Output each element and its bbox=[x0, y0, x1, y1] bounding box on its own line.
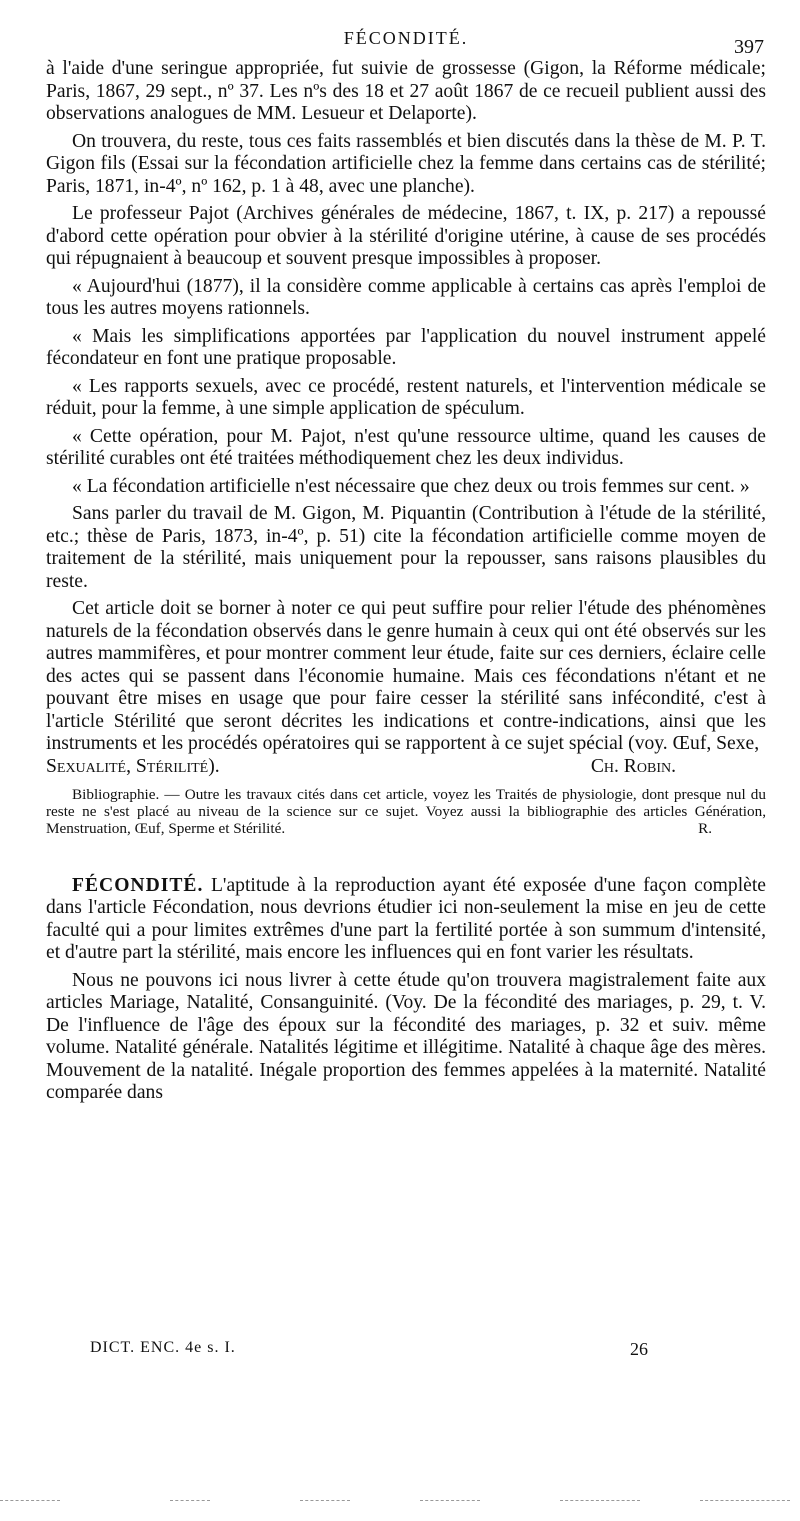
paragraph: Sans parler du travail de M. Gigon, M. Piquantin (Contribution à l'étude de la stérilité, etc.; thèse de Paris, 1873, in-4º, p. 51) cite la fécondation artificielle comme moyen de traitement de la stérilité, mais uniquement pour la repousser, sans raisons plausibles du reste. bbox=[46, 503, 766, 592]
bibliography-text: Bibliographie. — Outre les travaux cités dans cet article, voyez les Traités de physiologie, dont presque nul du reste ne s'est placé au niveau de la science sur ce sujet. Voyez aussi la bibliographie des articles Génération, Menstruation, Œuf, Sperme et Stérilité. bbox=[46, 785, 766, 837]
quote-paragraph: « Les rapports sexuels, avec ce procédé, restent naturels, et l'intervention médicale se réduit, pour la femme, à une simple application de spéculum. bbox=[46, 375, 766, 419]
quote-paragraph: « Cette opération, pour M. Pajot, n'est qu'une ressource ultime, quand les causes de stérilité curables ont été traitées méthodiquement chez les deux individus. bbox=[46, 425, 766, 469]
quote-paragraph: « La fécondation artificielle n'est nécessaire que chez deux ou trois femmes sur cent. » bbox=[72, 475, 750, 497]
bottom-scan-mark bbox=[170, 1500, 210, 1501]
author-signature: Ch. Robin. bbox=[590, 755, 676, 777]
bottom-scan-mark bbox=[560, 1500, 640, 1501]
entry-paragraph bbox=[46, 875, 766, 965]
bottom-scan-mark bbox=[420, 1500, 480, 1501]
gathering-number: 26 bbox=[630, 1339, 648, 1359]
bottom-scan-mark bbox=[700, 1500, 790, 1501]
running-header bbox=[46, 28, 766, 58]
section-gap bbox=[46, 837, 766, 875]
bottom-scan-mark bbox=[0, 1500, 60, 1501]
paragraph: Nous ne pouvons ici nous livrer à cette étude qu'on trouvera magistralement faite aux articles Mariage, Natalité, Consanguinité. (Voy. De la fécondité des mariages, p. 29, t. V. De l'influence de l'âge des époux sur la fécondité des mariages, p. 32 et suiv. même volume. Natalité générale. Natalités légitime et illégitime. Natalité à chaque âge des mères. Mouvement de la natalité. Inégale proportion des femmes appelées à la maternité. Natalité comparée dans bbox=[46, 969, 766, 1103]
paragraph: à l'aide d'une seringue appropriée, fut suivie de grossesse (Gigon, la Réforme médicale; Paris, 1867, 29 sept., nº 37. Les nºs des 18 et 27 août 1867 de ce recueil publient aussi des observations analogues de MM. Lesueur et Delaporte). bbox=[46, 58, 766, 124]
paragraph: Le professeur Pajot (Archives générales de médecine, 1867, t. IX, p. 217) a repoussé d'abord cette opération pour obvier à la stérilité d'origine utérine, à cause de ses procédés qui répugnaient à beaucoup et souvent presque impossibles à proposer. bbox=[46, 203, 766, 269]
page bbox=[46, 28, 766, 1105]
printer-signature-mark: DICT. ENC. 4e s. I. bbox=[90, 1339, 236, 1356]
paragraph: On trouvera, du reste, tous ces faits rassemblés et bien discutés dans la thèse de M. P. T. Gigon fils (Essai sur la fécondation artificielle chez la femme dans certains cas de stérilité; Paris, 1871, in-4º, nº 162, p. 1 à 48, avec une planche). bbox=[46, 130, 766, 197]
entry-text: L'aptitude à la reproduction ayant été exposée d'une façon complète dans l'article Fécondation, nous devrions étudier ici non-seulement la mise en jeu de cette faculté qui a pour limites extrêmes d'une part la fertilité portée à son summum d'intensité, et d'autre part la stérilité, mais encore les influences qui en font varier les résultats. bbox=[46, 874, 766, 963]
quote-paragraph: « Aujourd'hui (1877), il la considère comme applicable à certains cas après l'emploi de tous les autres moyens rationnels. bbox=[46, 275, 766, 319]
running-title: FÉCONDITÉ. bbox=[343, 28, 469, 48]
entry-headword: FÉCONDITÉ. bbox=[72, 874, 204, 896]
page-number: 397 bbox=[734, 36, 764, 58]
bibliography-signature: R. bbox=[698, 819, 712, 837]
bibliography-note bbox=[46, 786, 766, 837]
quote-paragraph: « Mais les simplifications apportées par l'application du nouvel instrument appelé fécondateur en font une pratique proposable. bbox=[46, 325, 766, 369]
bottom-scan-mark bbox=[300, 1500, 350, 1501]
paragraph: Cet article doit se borner à noter ce qui peut suffire pour relier l'étude des phénomènes naturels de la fécondation observés dans le genre humain à ceux qui ont été observés sur les autres mammifères, et pour montrer comment leur étude, faite sur ces derniers, éclaire celle des actes qui se passent dans l'économie humaine. Mais ces fécondations n'étant et ne pouvant être mises en usage que pour faire cesser la stérilité sans infécondité, c'est à l'article Stérilité que seront décrites les indications et contre-indications, ainsi que les instruments et les procédés opératoires qui se rapportent à ce sujet spécial (voy. Œuf, Sexe, bbox=[46, 598, 766, 754]
article-closing-line bbox=[46, 756, 766, 780]
closing-text: Sexualité, Stérilité). bbox=[46, 755, 220, 777]
